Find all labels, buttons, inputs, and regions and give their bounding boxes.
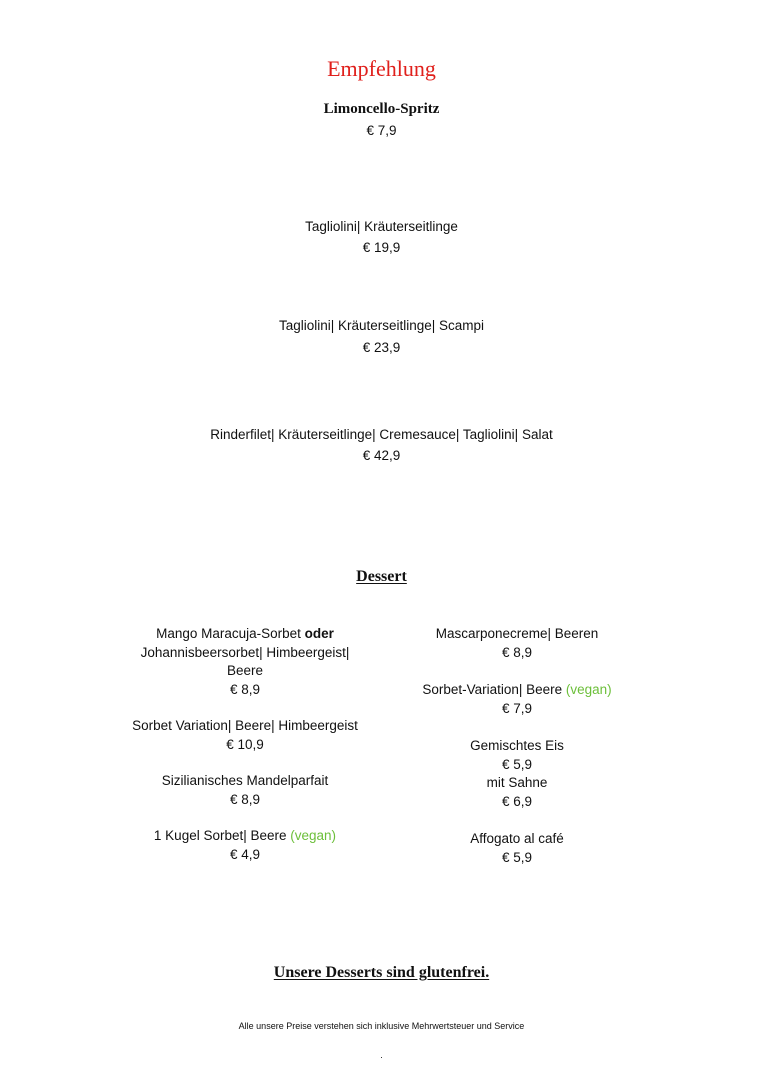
- dessert-left-item-1-line-3: Beere: [226, 663, 264, 678]
- dessert-left-item-4-name: 1 Kugel Sorbet| Beere: [153, 828, 291, 843]
- drink-price: € 7,9: [366, 123, 397, 138]
- dish-2-price: € 23,9: [362, 340, 401, 355]
- vegan-tag: (vegan): [565, 682, 612, 697]
- dessert-left-item-2-name: Sorbet Variation| Beere| Himbeergeist: [132, 718, 358, 733]
- dessert-right-item-3-extra-price: € 6,9: [501, 793, 533, 809]
- dessert-left-column: [95, 625, 395, 864]
- dessert-left-item-1-line-2: Johannisbeersorbet| Himbeergeist|: [140, 644, 350, 660]
- dessert-left-item-4-price: € 4,9: [229, 846, 261, 862]
- gluten-free-note: Unsere Desserts sind glutenfrei.: [273, 964, 490, 981]
- dessert-right-item-2-line: [367, 681, 667, 700]
- dessert-right-item-2-name: Sorbet-Variation| Beere: [422, 682, 566, 697]
- dessert-right-item-3-price: € 5,9: [501, 756, 533, 772]
- dish-1-name: Tagliolini| Kräuterseitlinge: [305, 219, 458, 234]
- price-footnote: Alle unsere Preise verstehen sich inklusive Mehrwertsteuer und Service: [238, 1021, 525, 1031]
- dessert-right-column: [367, 625, 667, 867]
- dish-2-name: Tagliolini| Kräuterseitlinge| Scampi: [278, 318, 485, 333]
- dessert-left-item-1-line-1: [95, 625, 395, 644]
- dessert-right-item-4-name: Affogato al café: [470, 831, 564, 846]
- recommendation-title: Empfehlung: [327, 56, 436, 81]
- vegan-tag: (vegan): [290, 828, 337, 843]
- footer-dot: .: [380, 1050, 383, 1060]
- dessert-left-item-1-price: € 8,9: [229, 681, 261, 697]
- dessert-right-item-3-extra: mit Sahne: [486, 775, 548, 790]
- dessert-right-item-4-price: € 5,9: [501, 849, 533, 865]
- dish-3-name: Rinderfilet| Kräuterseitlinge| Cremesauce| Tagliolini| Salat: [210, 427, 553, 442]
- dessert-right-item-1-name: Mascarponecreme| Beeren: [435, 626, 599, 641]
- dessert-left-item-3-name: Sizilianisches Mandelparfait: [161, 773, 329, 788]
- dessert-right-item-3-name: Gemischtes Eis: [470, 738, 564, 753]
- dessert-left-item-1-or: oder: [304, 626, 334, 641]
- drink-name: Limoncello-Spritz: [323, 101, 440, 117]
- dish-1-price: € 19,9: [362, 240, 401, 255]
- dessert-left-item-4-line: [95, 827, 395, 846]
- dessert-right-item-2-price: € 7,9: [501, 700, 533, 716]
- dessert-title: Dessert: [356, 568, 407, 585]
- dessert-right-item-1-price: € 8,9: [501, 644, 533, 660]
- dessert-left-item-3-price: € 8,9: [229, 791, 261, 807]
- dish-3-price: € 42,9: [362, 448, 401, 463]
- dessert-left-item-1-name: Mango Maracuja-Sorbet: [156, 626, 305, 641]
- dessert-left-item-2-price: € 10,9: [226, 736, 264, 752]
